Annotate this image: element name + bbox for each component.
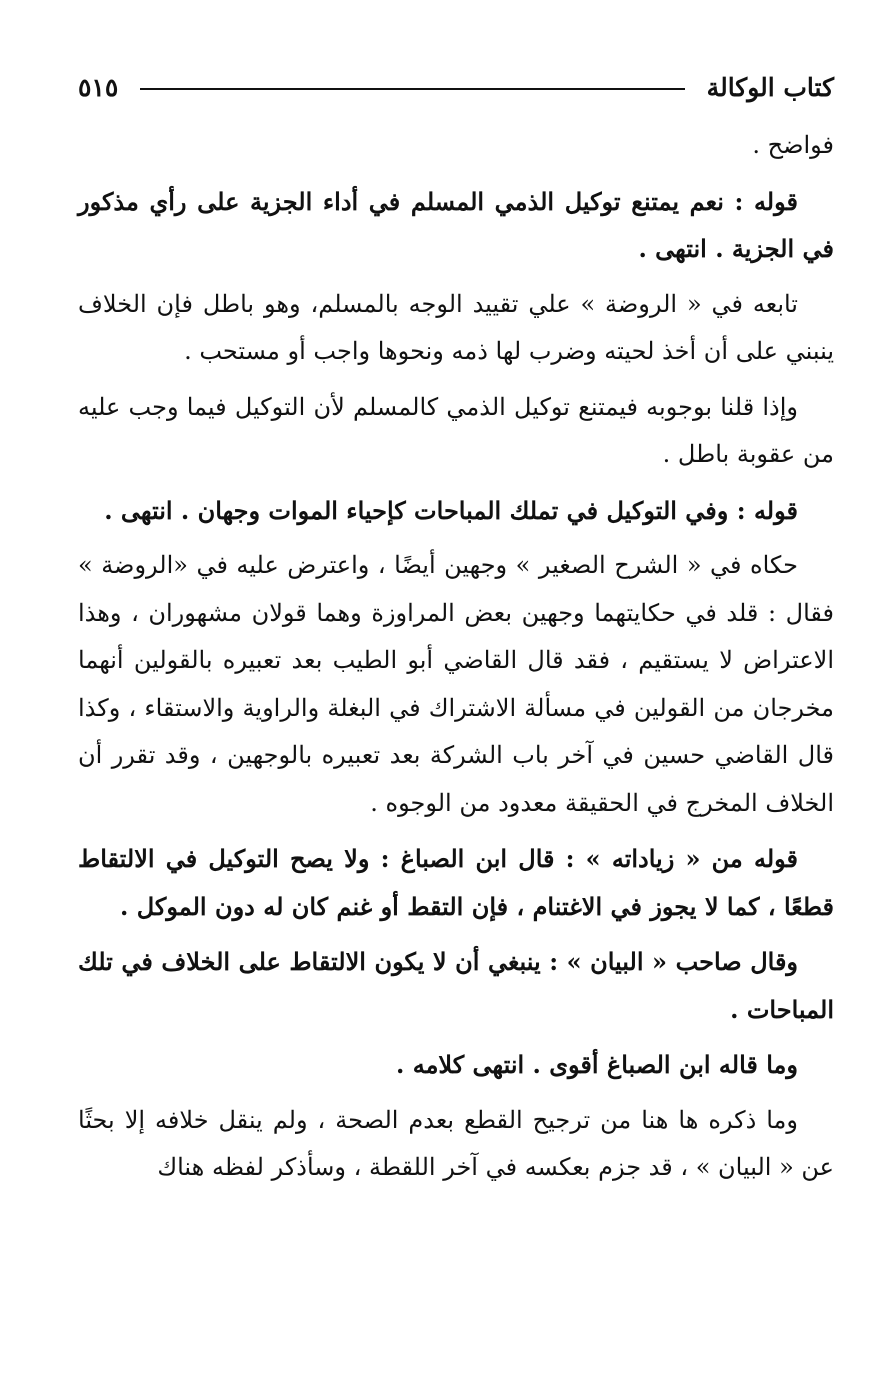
paragraph: وقال صاحب « البيان » : ينبغي أن لا يكون الالتقاط على الخلاف في تلك المباحات . <box>78 947 834 1024</box>
paragraph: حكاه في « الشرح الصغير » وجهين أيضًا ، واعترض عليه في «الروضة » فقال : قلد في حكايتهما وجهين بعض المراوزة وهما قولان مشهوران ، وهذا الاعتراض لا يستقيم ، فقد قال القاضي أبو الطيب بعد تعبيره بالقولين أنهما مخرجان من القولين في مسألة الاشتراك في البغلة والراوية والاستقاء ، وكذا قال القاضي حسين في آخر باب الشركة بعد تعبيره بالوجهين ، وقد تقرر أن الخلاف المخرج في الحقيقة معدود من الوجوه . <box>78 551 834 817</box>
book-title: كتاب الوكالة <box>706 72 834 102</box>
header-rule <box>140 88 684 90</box>
paragraph: تابعه في « الروضة » علي تقييد الوجه بالمسلم، وهو باطل فإن الخلاف ينبني على أن أخذ لحيته وضرب لها ذمه ونحوها واجب أو مستحب . <box>78 289 834 365</box>
page-header <box>78 62 834 112</box>
paragraph: وما ذكره ها هنا من ترجيح القطع بعدم الصحة ، ولم ينقل خلافه إلا بحثًا عن « البيان » ، قد جزم بعكسه في آخر اللقطة ، وسأذكر لفظه هناك <box>78 1105 834 1181</box>
paragraph: وإذا قلنا بوجوبه فيمتنع توكيل الذمي كالمسلم لأن التوكيل فيما وجب عليه من عقوبة باطل . <box>78 392 834 468</box>
paragraph: قوله من « زياداته » : قال ابن الصباغ : ولا يصح التوكيل في الالتقاط قطعًا ، كما لا يجوز في الاغتنام ، فإن التقط أو غنم كان له دون الموكل . <box>78 844 834 921</box>
paragraph: قوله : نعم يمتنع توكيل الذمي المسلم في أداء الجزية على رأي مذكور في الجزية . انتهى . <box>78 186 834 263</box>
paragraph: فواضح . <box>752 131 834 159</box>
page-content <box>78 122 834 1192</box>
page-number: ٥١٥ <box>78 72 119 102</box>
paragraph: وما قاله ابن الصباغ أقوى . انتهى كلامه . <box>395 1050 798 1079</box>
book-page <box>78 62 834 1200</box>
paragraph: قوله : وفي التوكيل في تملك المباحات كإحياء الموات وجهان . انتهى . <box>104 495 798 525</box>
